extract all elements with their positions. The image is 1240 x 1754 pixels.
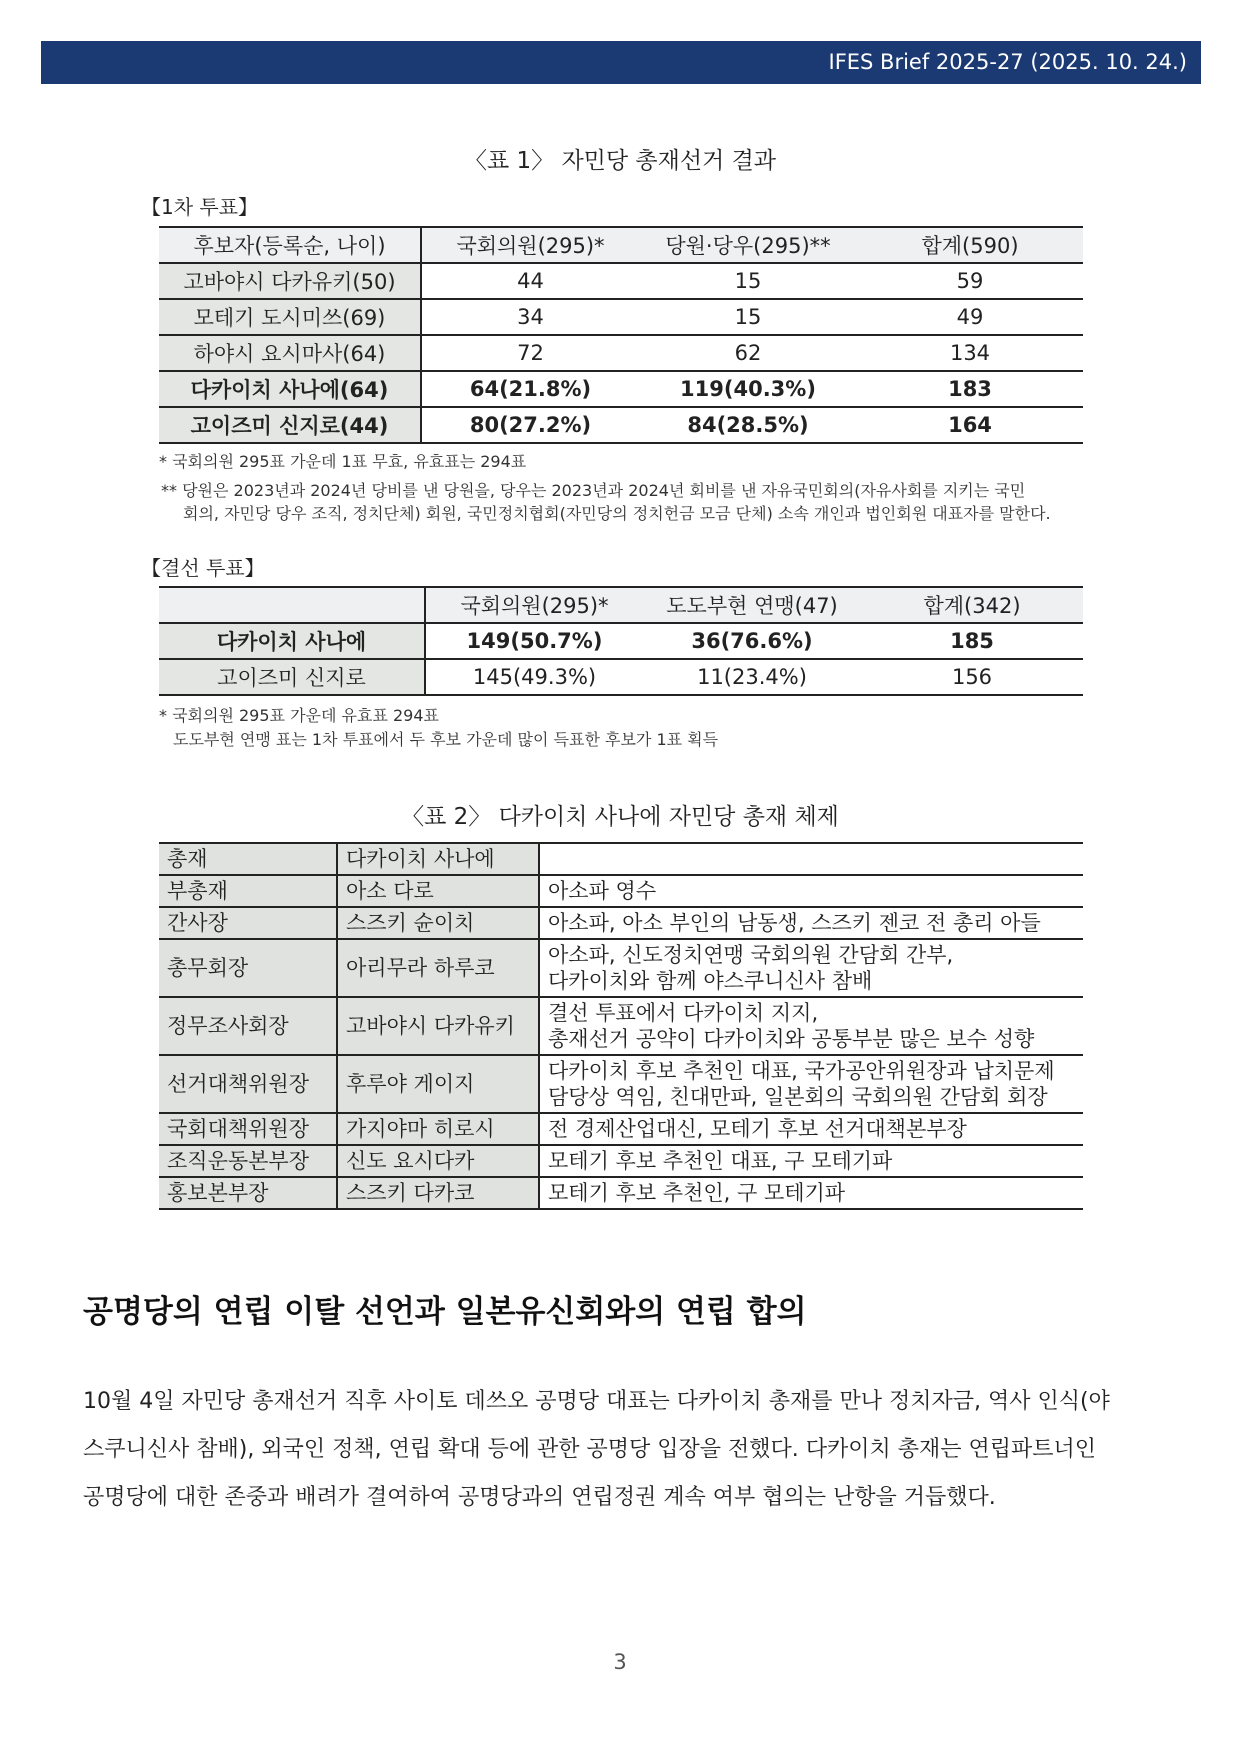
note-cell	[539, 1145, 1083, 1177]
body-line: 공명당에 대한 존중과 배려가 결여하여 공명당과의 연립정권 계속 여부 협의는 난항을 거듭했다.	[83, 1485, 996, 1510]
table-row	[159, 1145, 1083, 1177]
candidate-cell: 고이즈미 신지로	[159, 659, 425, 695]
value-cell: 149(50.7%)	[425, 623, 643, 659]
table-row	[159, 335, 1083, 371]
round1-note-1: * 국회의원 295표 가운데 1표 무효, 유효표는 294표	[159, 452, 527, 471]
value-cell: 72	[421, 335, 639, 371]
note-line: 아소파, 아소 부인의 남동생, 스즈키 젠코 전 총리 아들	[548, 911, 1041, 935]
note-cell	[539, 1055, 1083, 1113]
header-cell: 당원·당우(295)**	[639, 227, 857, 263]
table-row	[159, 623, 1083, 659]
name-cell: 고바야시 다카유키	[337, 997, 539, 1055]
runoff-note-2: 도도부현 연맹 표는 1차 투표에서 두 후보 가운데 많이 득표한 후보가 1표 획득	[173, 730, 719, 749]
table1-caption: 〈표 1〉 자민당 총재선거 결과	[463, 148, 777, 174]
value-cell: 34	[421, 299, 639, 335]
note-cell	[539, 1177, 1083, 1209]
note-cell	[539, 1113, 1083, 1145]
round1-note-2	[161, 479, 1091, 525]
table-row	[159, 907, 1083, 939]
table-row	[159, 407, 1083, 443]
table-row	[159, 659, 1083, 695]
body-line: 스쿠니신사 참배), 외국인 정책, 연립 확대 등에 관한 공명당 입장을 전했다. 다카이치 총재는 연립파트너인	[83, 1437, 1097, 1462]
post-cell: 선거대책위원장	[159, 1055, 337, 1113]
name-cell: 스즈키 다카코	[337, 1177, 539, 1209]
runoff-label: 【결선 투표】	[141, 556, 265, 580]
table-row	[159, 299, 1083, 335]
value-cell: 62	[639, 335, 857, 371]
value-cell: 156	[861, 659, 1083, 695]
value-cell: 64(21.8%)	[421, 371, 639, 407]
table-header-row	[159, 587, 1083, 623]
post-cell: 조직운동본부장	[159, 1145, 337, 1177]
value-cell: 164	[857, 407, 1083, 443]
table-row	[159, 1113, 1083, 1145]
header-cell: 합계(590)	[857, 227, 1083, 263]
value-cell: 183	[857, 371, 1083, 407]
table2-caption: 〈표 2〉 다카이치 사나에 자민당 총재 체제	[401, 804, 839, 830]
note-line: 모테기 후보 추천인, 구 모테기파	[548, 1181, 846, 1205]
note-line: 다카이치와 함께 야스쿠니신사 참배	[548, 969, 873, 993]
header-cell: 도도부현 연맹(47)	[643, 587, 861, 623]
note-line: 결선 투표에서 다카이치 지지,	[548, 1001, 819, 1025]
post-cell: 총재	[159, 843, 337, 875]
body-line: 10월 4일 자민당 총재선거 직후 사이토 데쓰오 공명당 대표는 다카이치 총재를 만나 정치자금, 역사 인식(야	[83, 1389, 1110, 1414]
name-cell: 아소 다로	[337, 875, 539, 907]
candidate-cell: 고이즈미 신지로(44)	[159, 407, 421, 443]
post-cell: 간사장	[159, 907, 337, 939]
value-cell: 145(49.3%)	[425, 659, 643, 695]
value-cell: 80(27.2%)	[421, 407, 639, 443]
table-row	[159, 1177, 1083, 1209]
header-bar	[41, 41, 1201, 84]
note-cell	[539, 875, 1083, 907]
header-cell: 국회의원(295)*	[425, 587, 643, 623]
post-cell: 총무회장	[159, 939, 337, 997]
candidate-cell: 다카이치 사나에(64)	[159, 371, 421, 407]
post-cell: 부총재	[159, 875, 337, 907]
header-cell: 후보자(등록순, 나이)	[159, 227, 421, 263]
note-cell	[539, 907, 1083, 939]
value-cell: 36(76.6%)	[643, 623, 861, 659]
name-cell: 스즈키 슌이치	[337, 907, 539, 939]
round1-note-2-line-2: 회의, 자민당 당우 조직, 정치단체) 회원, 국민정치협회(자민당의 정치헌금 모금 단체) 소속 개인과 법인회원 대표자를 말한다.	[183, 504, 1051, 523]
value-cell: 59	[857, 263, 1083, 299]
table-row	[159, 875, 1083, 907]
name-cell: 다카이치 사나에	[337, 843, 539, 875]
note-cell	[539, 939, 1083, 997]
table-row	[159, 1055, 1083, 1113]
note-cell	[539, 997, 1083, 1055]
value-cell: 15	[639, 263, 857, 299]
name-cell: 신도 요시다카	[337, 1145, 539, 1177]
header-title: IFES Brief 2025-27 (2025. 10. 24.)	[828, 50, 1187, 74]
note-line	[548, 846, 1075, 872]
leadership-table	[159, 842, 1083, 1210]
table-row	[159, 939, 1083, 997]
post-cell: 국회대책위원장	[159, 1113, 337, 1145]
table-header-row	[159, 227, 1083, 263]
value-cell: 185	[861, 623, 1083, 659]
note-line: 다카이치 후보 추천인 대표, 국가공안위원장과 납치문제	[548, 1059, 1055, 1083]
runoff-note-1: * 국회의원 295표 가운데 유효표 294표	[159, 706, 439, 725]
value-cell: 84(28.5%)	[639, 407, 857, 443]
table-row	[159, 263, 1083, 299]
value-cell: 49	[857, 299, 1083, 335]
body-paragraph	[83, 1378, 1163, 1522]
value-cell: 11(23.4%)	[643, 659, 861, 695]
round1-note-2-line-1: ** 당원은 2023년과 2024년 당비를 낸 당원을, 당우는 2023년과 2024년 회비를 낸 자유국민회의(자유사회를 지키는 국민	[161, 481, 1026, 500]
runoff-table	[159, 586, 1083, 696]
note-line: 담당상 역임, 친대만파, 일본회의 국회의원 간담회 회장	[548, 1085, 1048, 1109]
table-row	[159, 997, 1083, 1055]
candidate-cell: 다카이치 사나에	[159, 623, 425, 659]
header-cell-empty	[159, 587, 425, 623]
note-line: 총재선거 공약이 다카이치와 공통부분 많은 보수 성향	[548, 1027, 1035, 1051]
header-cell: 국회의원(295)*	[421, 227, 639, 263]
note-cell	[539, 843, 1083, 875]
name-cell: 후루야 게이지	[337, 1055, 539, 1113]
note-line: 전 경제산업대신, 모테기 후보 선거대책본부장	[548, 1117, 967, 1141]
section-title: 공명당의 연립 이탈 선언과 일본유신회와의 연립 합의	[83, 1294, 807, 1330]
page-number: 3	[613, 1650, 627, 1674]
table-row	[159, 843, 1083, 875]
candidate-cell: 하야시 요시마사(64)	[159, 335, 421, 371]
value-cell: 134	[857, 335, 1083, 371]
value-cell: 119(40.3%)	[639, 371, 857, 407]
candidate-cell: 모테기 도시미쓰(69)	[159, 299, 421, 335]
candidate-cell: 고바야시 다카유키(50)	[159, 263, 421, 299]
value-cell: 44	[421, 263, 639, 299]
post-cell: 정무조사회장	[159, 997, 337, 1055]
table-row	[159, 371, 1083, 407]
note-line: 아소파, 신도정치연맹 국회의원 간담회 간부,	[548, 943, 954, 967]
note-line: 아소파 영수	[548, 879, 657, 903]
round1-table	[159, 226, 1083, 444]
round1-label: 【1차 투표】	[141, 195, 259, 219]
note-line: 모테기 후보 추천인 대표, 구 모테기파	[548, 1149, 893, 1173]
value-cell: 15	[639, 299, 857, 335]
post-cell: 홍보본부장	[159, 1177, 337, 1209]
name-cell: 아리무라 하루코	[337, 939, 539, 997]
name-cell: 가지야마 히로시	[337, 1113, 539, 1145]
header-cell: 합계(342)	[861, 587, 1083, 623]
